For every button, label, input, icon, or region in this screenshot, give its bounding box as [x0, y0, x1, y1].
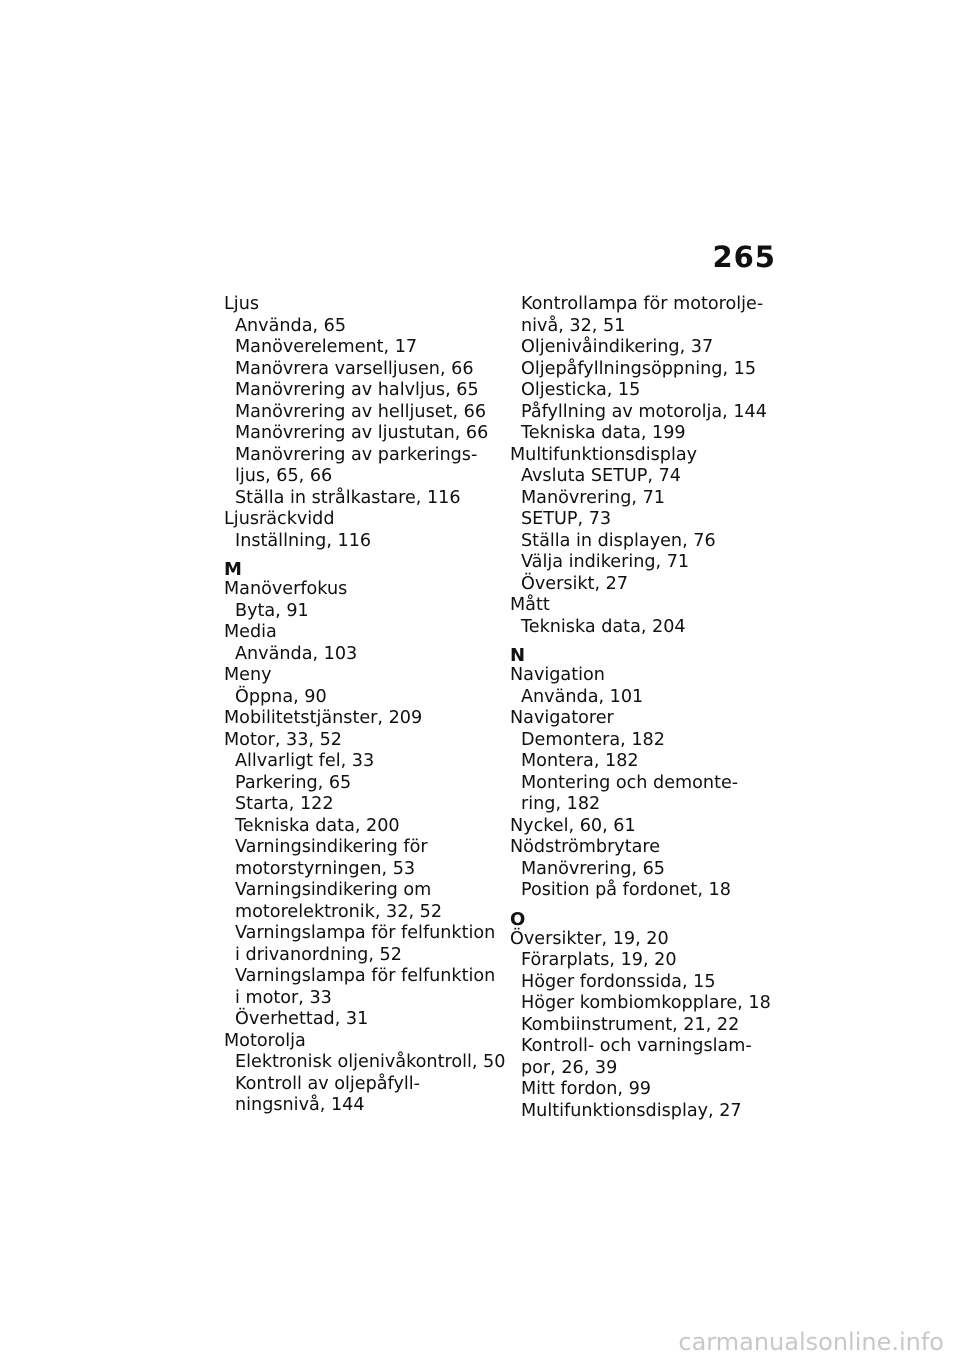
index-subentry: Manövrering av helljuset, 66 [235, 401, 487, 422]
index-subentry: Tekniska data, 200 [235, 815, 400, 836]
index-subentry: Höger kombiomkopplare, 18 [521, 993, 771, 1013]
index-continuation: nivå, 32, 51 [521, 315, 626, 336]
index-term: Motor, 33, 52 [224, 729, 342, 750]
index-continuation: por, 26, 39 [521, 1057, 618, 1078]
index-subentry: Starta, 122 [235, 794, 334, 814]
index-subentry: Påfyllning av motorolja, 144 [521, 401, 767, 422]
index-continuation: ljus, 65, 66 [235, 466, 333, 486]
index-subentry: Manövrering av ljustutan, 66 [235, 423, 489, 443]
index-subentry: Använda, 65 [235, 315, 347, 336]
index-subentry: Använda, 101 [521, 686, 644, 707]
index-term: Nyckel, 60, 61 [510, 815, 636, 836]
index-subentry: Manövrering, 65 [521, 858, 665, 879]
index-subentry: Oljenivåindikering, 37 [521, 337, 714, 357]
index-subentry: Montering och demonte- [521, 772, 739, 793]
index-subentry: Manövrering av halvljus, 65 [235, 380, 479, 400]
index-subentry: Höger fordonssida, 15 [521, 971, 716, 992]
index-term: Mobilitetstjänster, 209 [224, 708, 423, 728]
index-subentry: Tekniska data, 199 [521, 423, 686, 443]
index-term: Multifunktionsdisplay [510, 444, 698, 465]
index-continuation: ring, 182 [521, 794, 601, 814]
index-subentry: Avsluta SETUP, 74 [521, 466, 681, 486]
index-subentry: Oljesticka, 15 [521, 380, 641, 400]
index-subentry: Elektronisk oljenivåkontroll, 50 [235, 1052, 506, 1072]
index-term: Meny [224, 665, 272, 685]
index-subentry: Varningslampa för felfunktion [235, 966, 496, 986]
watermark: carmanualsonline.info [678, 1328, 944, 1356]
index-subentry: Tekniska data, 204 [521, 616, 686, 637]
index-subentry: Oljepåfyllningsöppning, 15 [521, 358, 757, 379]
index-term: Översikter, 19, 20 [510, 928, 669, 949]
index-subentry: Öppna, 90 [235, 686, 327, 707]
index-subentry: Multifunktionsdisplay, 27 [521, 1100, 742, 1121]
index-term: Ljus [224, 294, 260, 314]
index-subentry: Varningsindikering om [235, 880, 432, 900]
index-term: Navigatorer [510, 708, 614, 728]
index-column-left [224, 294, 504, 1117]
index-term: Manöverfokus [224, 579, 348, 599]
index-subentry: Position på fordonet, 18 [521, 880, 731, 900]
index-term: Motorolja [224, 1030, 306, 1051]
index-subentry: Manövrering, 71 [521, 487, 665, 508]
index-continuation: motorstyrningen, 53 [235, 858, 416, 879]
index-subentry: Mitt fordon, 99 [521, 1079, 651, 1099]
index-subentry: Använda, 103 [235, 643, 358, 664]
index-subentry: Översikt, 27 [521, 573, 629, 594]
index-column-right [510, 294, 780, 1122]
index-subentry: Montera, 182 [521, 751, 639, 771]
index-subentry: Välja indikering, 71 [521, 552, 690, 572]
index-subentry: Manövrera varselljusen, 66 [235, 358, 474, 379]
index-subentry: Manövrering av parkerings- [235, 444, 478, 465]
index-subentry: Kontrollampa för motorolje- [521, 294, 764, 314]
index-subentry: Ställa in displayen, 76 [521, 530, 716, 551]
index-continuation: ningsnivå, 144 [235, 1095, 365, 1115]
index-continuation: i drivanordning, 52 [235, 944, 402, 965]
index-subentry: Manöverelement, 17 [235, 337, 418, 357]
index-term: Navigation [510, 665, 605, 685]
index-subentry: Varningsindikering för [235, 837, 428, 857]
index-subentry: Demontera, 182 [521, 729, 665, 750]
section-letter: M [224, 559, 242, 580]
index-continuation: i motor, 33 [235, 987, 332, 1008]
index-subentry: SETUP, 73 [521, 509, 612, 529]
index-subentry: Ställa in strålkastare, 116 [235, 487, 461, 508]
index-subentry: Kontroll av oljepåfyll- [235, 1073, 420, 1094]
index-subentry: Byta, 91 [235, 600, 309, 621]
index-subentry: Förarplats, 19, 20 [521, 950, 677, 970]
index-term: Nödströmbrytare [510, 837, 661, 857]
index-term: Ljusräckvidd [224, 509, 335, 529]
index-subentry: Varningslampa för felfunktion [235, 923, 496, 943]
index-subentry: Kombiinstrument, 21, 22 [521, 1014, 740, 1035]
index-term: Mått [510, 595, 550, 615]
index-subentry: Parkering, 65 [235, 772, 352, 793]
section-letter: N [510, 645, 526, 666]
index-subentry: Kontroll- och varningslam- [521, 1036, 752, 1056]
index-subentry: Överhettad, 31 [235, 1009, 369, 1029]
index-subentry: Inställning, 116 [235, 530, 372, 551]
index-continuation: motorelektronik, 32, 52 [235, 901, 443, 922]
page-number: 265 [712, 240, 776, 274]
section-letter: O [510, 908, 526, 930]
index-term: Media [224, 622, 277, 642]
index-subentry: Allvarligt fel, 33 [235, 751, 375, 771]
